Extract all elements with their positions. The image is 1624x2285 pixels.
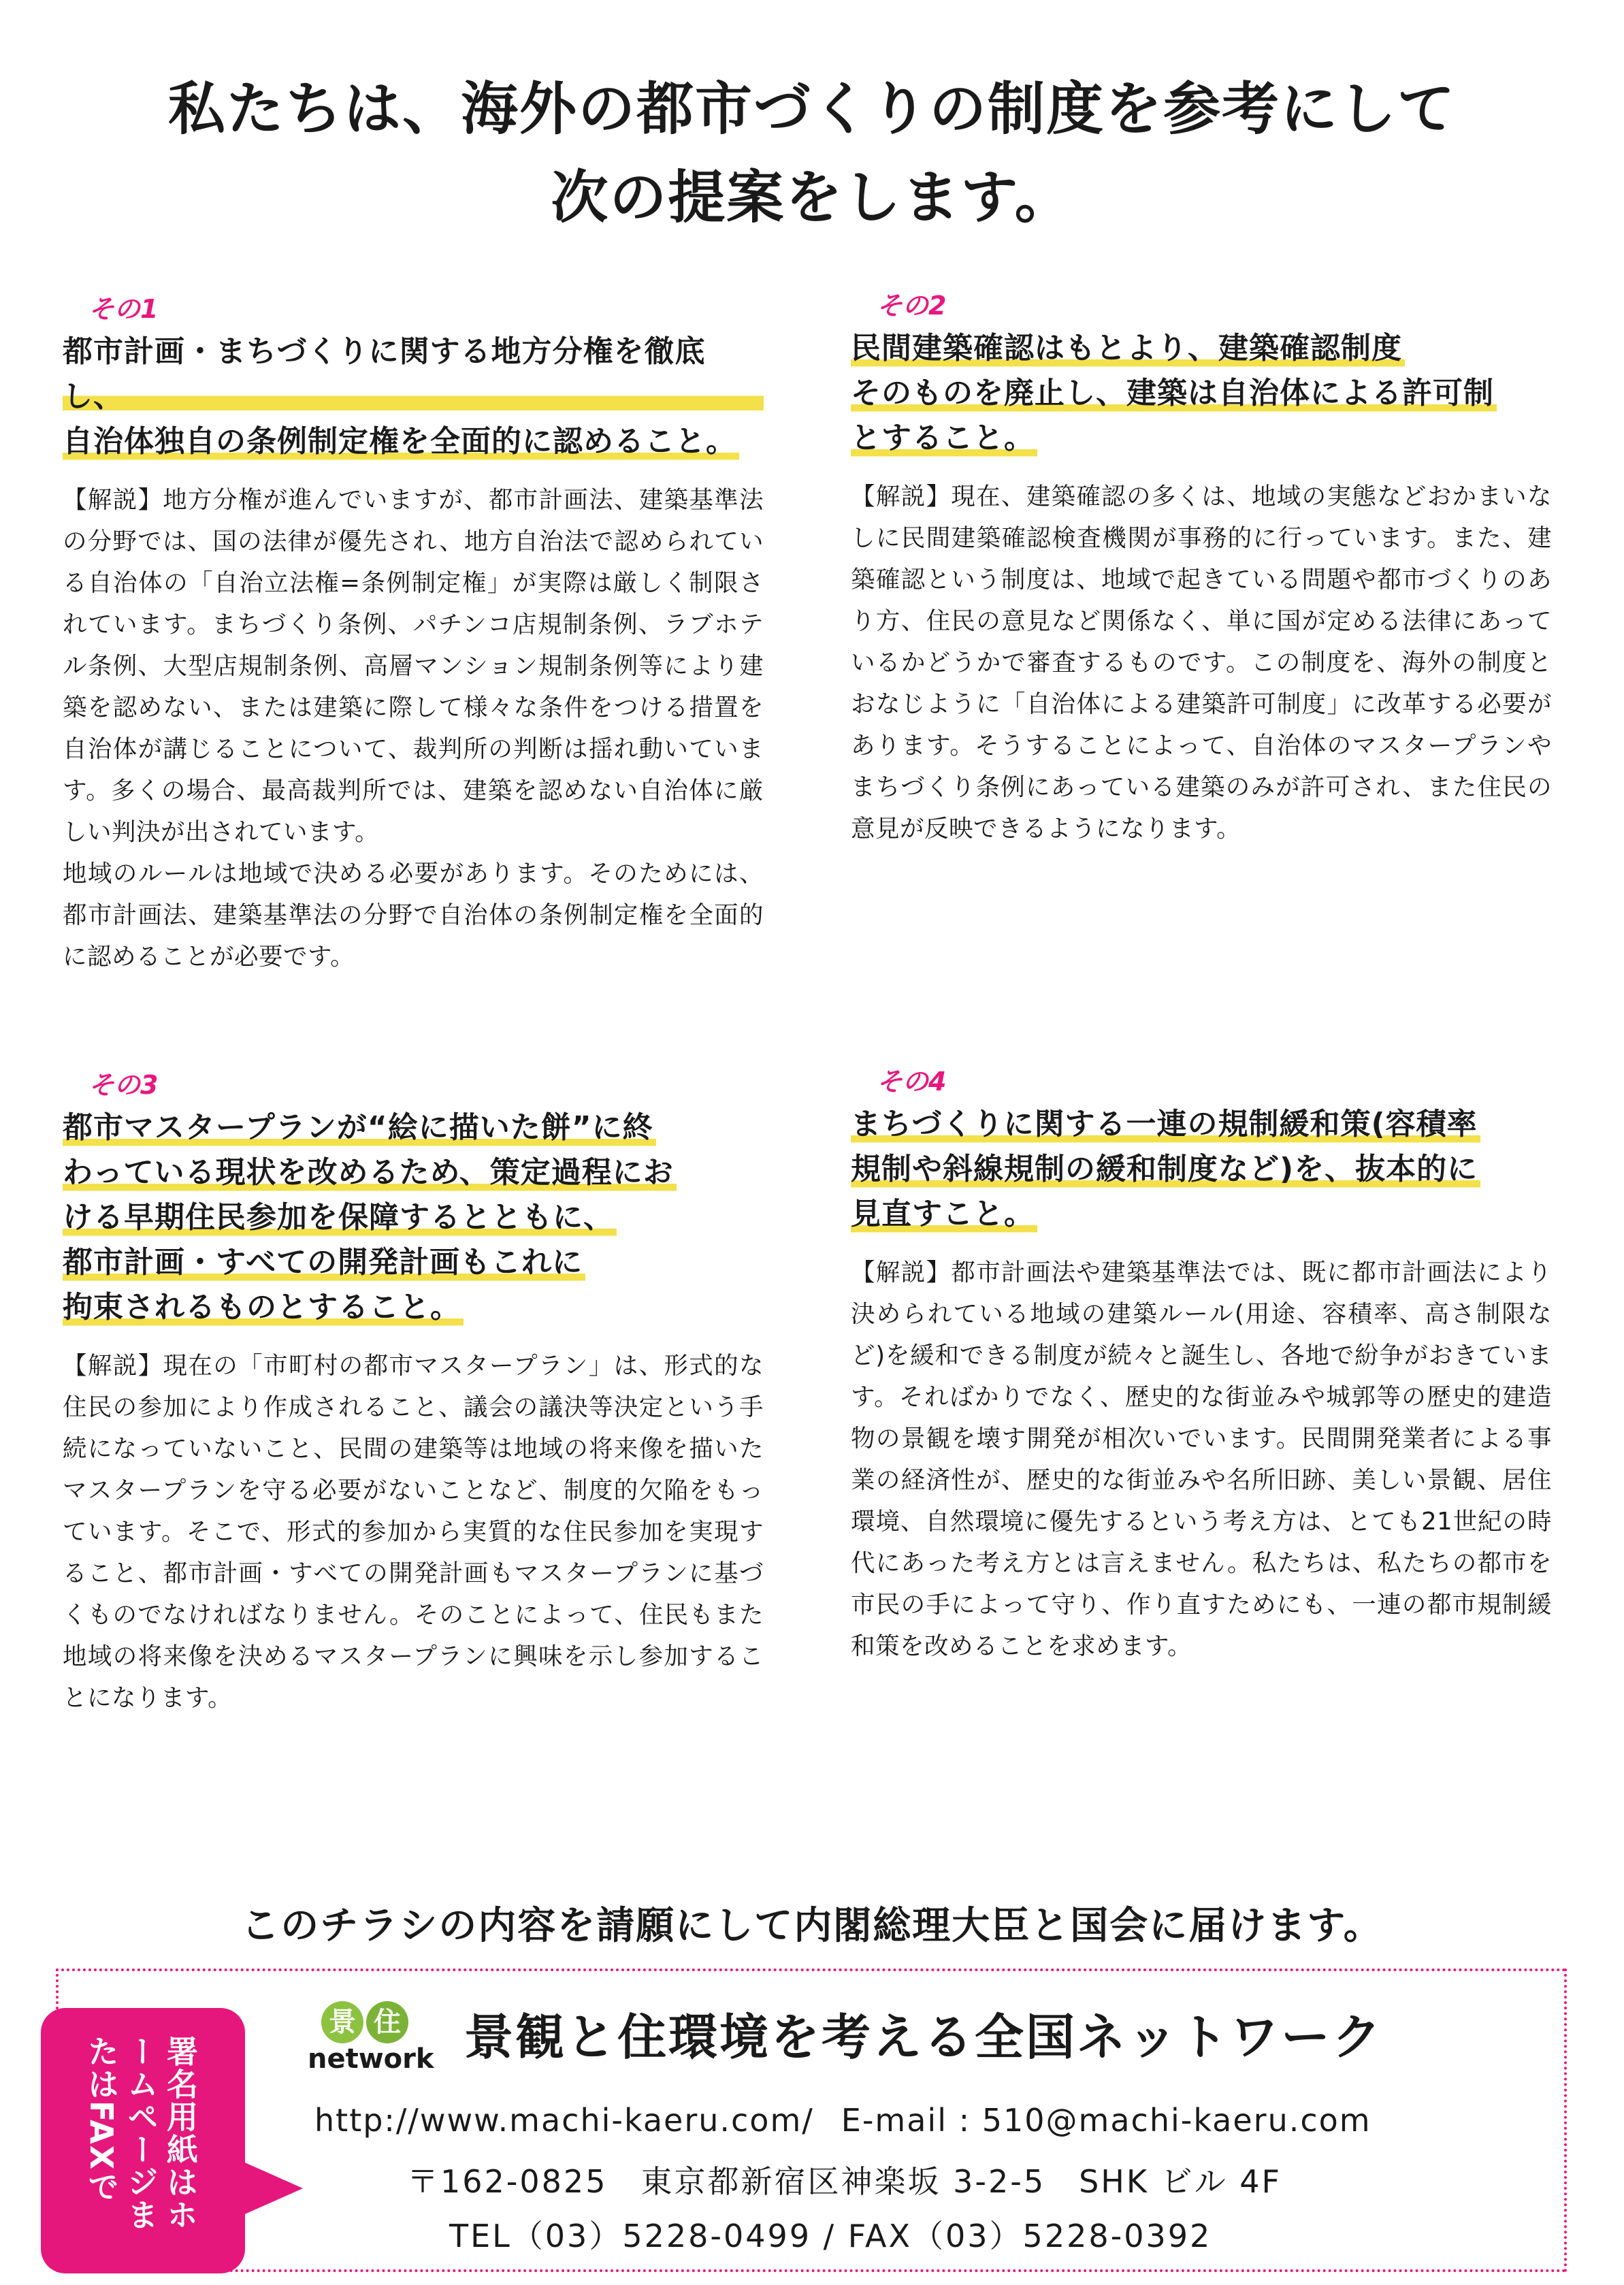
petition-statement: このチラシの内容を請願にして内閣総理大臣と国会に届けます。 — [241, 1904, 1383, 1948]
proposal-explanation — [851, 476, 1552, 849]
logo-ju-circle: 住 — [366, 2001, 408, 2043]
tab-pointer-arrow — [242, 2161, 303, 2216]
organization-name: 景観と住環境を考える全国ネットワーク — [464, 2009, 1384, 2066]
heading-line: わっている現状を改めるため、策定過程にお — [63, 1150, 677, 1195]
heading-line: 民間建築確認はもとより、建築確認制度 — [851, 326, 1405, 371]
title-line-1: 私たちは、海外の都市づくりの制度を参考にして — [167, 76, 1456, 142]
explanation-paragraph: 【解説】都市計画法や建築基準法では、既に都市計画法により決められている地域の建築ルール(用途、容積率、高さ制限など)を緩和できる制度が続々と誕生し、各地で紛争がおきています。そればかりでなく、歴史的な街並みや城郭等の歴史的建造物の景観を壊す開発が相次いでいます。民間開発業者による事業の経済性が、歴史的な街並みや名所旧跡、美しい景観、居住環境、自然環境に優先するという考え方は、とても21世紀の時代にあった考え方とは言えません。私たちは、私たちの都市を市民の手によって守り、作り直すためにも、一連の都市規制緩和策を改めることを求めます。 — [851, 1259, 1552, 1660]
email-address[interactable]: E-mail : 510@machi-kaeru.com — [841, 2102, 1371, 2139]
heading-line: 拘束されるものとすること。 — [63, 1285, 464, 1330]
proposal-explanation — [851, 1252, 1552, 1667]
tel-fax: TEL（03）5228-0499 / FAX（03）5228-0392 — [449, 2218, 1212, 2254]
proposal-heading — [63, 329, 764, 464]
proposal-explanation — [63, 479, 764, 977]
title-line-2: 次の提案をします。 — [551, 164, 1073, 231]
proposal-4 — [851, 1065, 1552, 1667]
proposal-1 — [63, 293, 764, 977]
heading-line: ける早期住民参加を保障するとともに、 — [63, 1195, 617, 1240]
proposal-label: その1 — [88, 294, 159, 324]
page-title — [0, 65, 1624, 242]
website-url[interactable]: http://www.machi-kaeru.com/ — [314, 2102, 814, 2139]
heading-line: 規制や斜線規制の緩和制度など)を、抜本的に — [851, 1147, 1480, 1192]
proposal-explanation — [63, 1345, 764, 1719]
explanation-paragraph: 【解説】現在の「市町村の都市マスタープラン」は、形式的な住民の参加により作成されること、議会の議決等決定という手続になっていないこと、民間の建築等は地域の将来像を描いたマスタープランを守る必要がないことなど、制度的欠陥をもっています。そこで、形式的参加から実質的な住民参加を実現すること、都市計画・すべての開発計画もマスタープランに基づくものでなければなりません。そのことによって、住民もまた地域の将来像を決めるマスタープランに興味を示し参加することになります。 — [63, 1352, 764, 1712]
explanation-paragraph: 地域のルールは地域で決める必要があります。そのためには、都市計画法、建築基準法の分野で自治体の条例制定権を全面的に認めることが必要です。 — [63, 860, 764, 971]
proposal-label: その4 — [877, 1067, 947, 1097]
heading-line: 自治体独自の条例制定権を全面的に認めること。 — [63, 419, 739, 464]
logo-network-text: network — [308, 2043, 434, 2075]
heading-line: とすること。 — [851, 416, 1037, 461]
heading-line: まちづくりに関する一連の規制緩和策(容積率 — [851, 1102, 1480, 1147]
postal-address: 〒162-0825 東京都新宿区神楽坂 3-2-5 SHK ビル 4F — [407, 2163, 1282, 2200]
heading-line: そのものを廃止し、建築は自治体による許可制 — [851, 371, 1497, 416]
proposal-heading — [851, 1102, 1552, 1237]
web-contact — [314, 2096, 1371, 2144]
explanation-paragraph: 【解説】現在、建築確認の多くは、地域の実態などおかまいなしに民間建築確認検査機関が事務的に行っています。また、建築確認という制度は、地域で起きている問題や都市づくりのあり方、住民の意見など関係なく、単に国が定める法律にあっているかどうかで審査するものです。この制度を、海外の制度とおなじように「自治体による建築許可制度」に改革する必要があります。そうすることによって、自治体のマスタープランやまちづくり条例にあっている建築のみが許可され、また住民の意見が反映できるようになります。 — [851, 483, 1552, 843]
logo-kei-circle: 景 — [321, 2001, 363, 2043]
proposal-heading — [851, 326, 1552, 461]
heading-line: 見直すこと。 — [851, 1192, 1037, 1237]
proposal-heading — [63, 1105, 764, 1330]
proposal-2 — [851, 289, 1552, 849]
proposal-label: その3 — [88, 1070, 159, 1100]
proposal-label: その2 — [877, 291, 947, 321]
signature-tab-text: 署名用紙はホームページまたはFAXで — [83, 2035, 199, 2231]
proposal-3 — [63, 1069, 764, 1719]
explanation-paragraph: 【解説】地方分権が進んでいますが、都市計画法、建築基準法の分野では、国の法律が優先され、地方自治法で認められている自治体の「自治立法権=条例制定権」が実際は厳しく制限されています。まちづくり条例、パチンコ店規制条例、ラブホテル条例、大型店規制条例、高層マンション規制条例等により建築を認めない、または建築に際して様々な条件をつける措置を自治体が講じることについて、裁判所の判断は揺れ動いています。多くの場合、最高裁判所では、建築を認めない自治体に厳しい判決が出されています。 — [63, 486, 764, 846]
heading-line: 都市計画・すべての開発計画もこれに — [63, 1240, 585, 1285]
heading-line: 都市計画・まちづくりに関する地方分権を徹底し、 — [63, 329, 764, 419]
heading-line: 都市マスタープランが“絵に描いた餅”に終 — [63, 1105, 656, 1150]
